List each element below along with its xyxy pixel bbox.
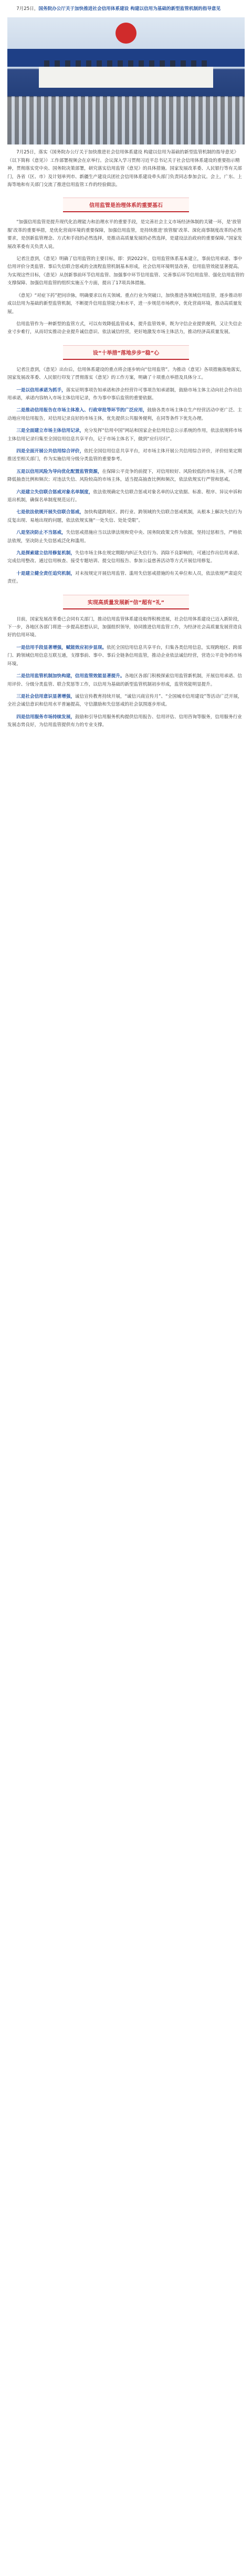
measure-9 [7, 550, 245, 566]
intro-paragraph: 7月25日，落实《国务院办公厅关于加快推进社会信用体系建设 构建以信用为基础的新型监管机制的指导意见》（以下简称《意见》）工作部署视频会在京举行。会议深入学习贯彻习近平总书记关于社会信用体系建设的重要指示精神，贯彻落实党中央、国务院决策部署，研究落实信用监管《意见》的具体措施。国家发展改革委、人民银行等有关部门，各省（区、市）及计划单列市、新疆生产建设兵团社会信用体系建设牵头部门负责同志参加会议。会上，广东、上海等地和有关部门交流了推进信用监管工作的经验做法。 [7, 150, 242, 188]
measure-2-text: 鼓励各类市场主体在生产经营活动中更广泛、主动地应用信用报告，对信用记录良好的市场主体，优先提供公共服务便利，在同等条件下优先办理。 [7, 408, 242, 421]
measure-6 [7, 489, 245, 505]
measure-7-text: 加快构建跨地区、跨行业、跨领域的失信联合惩戒机制，从根本上解决失信行为反复出现、易地出现的问题，依法依规实施“一处失信、处处受限”。 [7, 510, 242, 523]
measure-3-text: 充分发挥“信用中国”网站和国家企业信用信息公示系统的作用，依法依规将市场主体信用记录归集至全国信用信息共享平台，记于市场主体名下，做到“应归尽归”。 [7, 428, 243, 442]
emblem-shape [116, 23, 136, 44]
section-1-paragraph-4: 信用监管作为一种新型的监管方式，可以有效降低监管成本，提升监管效率，既为守信企业提供便利，又让失信企业寸步难行，从而切实推动企业提升诚信意识、依法诚信经营，更好地激发市场主体活力，推动经济高质量发展。 [7, 321, 242, 335]
section-1-title: 信用监管是治理体系的重要基石 [63, 198, 189, 212]
measure-6-title: 六是建立失信联合惩戒对象名单制度， [16, 489, 93, 495]
measure-4-title: 四是全面开展公共信用综合评价， [16, 448, 85, 454]
measure-8-title: 八是坚决防止不当惩戒， [16, 530, 66, 536]
result-1-text: 依托全国信用信息共享平台，归集各类信用信息，实现跨地区、跨部门、跨领域信用信息互联互通，支撑事前、事中、事后全链条信用监管，推动企业依法诚信经营，营造公平竞争的市场环境。 [7, 645, 242, 667]
section-1-paragraph-1: “加强信用监管是提升现代化治理能力和治理水平的重要手段，是完善社会主义市场经济体制的关键一环，是‘放管服’改革的重要举措，是优化营商环境的重要保障，加强信用监管，是持续推进‘放管服’改革、深化商事制度改革的必然要求，是创新监管理念、方式和手段的必然选择，是推动高质量发展的必然选择，是建设法治政府的重要保障。”国家发展改革委有关负责人说。 [7, 220, 243, 250]
audience-shape [7, 96, 245, 144]
result-4 [7, 713, 245, 730]
measure-5-title: 五是以信用风险为导向优化配置监管资源， [16, 469, 102, 474]
section-2-title: 设“十举措”落地步步“稳”心 [63, 345, 189, 360]
measure-9-text: 失信市场主体在规定期限内纠正失信行为、消除不良影响的，可通过作出信用承诺、完成信用整改、通过信用核查、接受专题培训、提交信用报告、参加公益慈善活动等方式开展信用修复。 [7, 551, 242, 564]
measure-8 [7, 529, 245, 545]
measure-8-text: 失信惩戒措施应当以法律法规和党中央、国务院政策文件为依据，坚持过惩相当，严格依法依规，坚决防止失信惩戒泛化和滥用。 [7, 530, 242, 544]
measure-5-text: 在保障公平竞争的前提下，对信用较好、风险较低的市场主体，可合理降低抽查比例和频次；对违法失信、风险较高的市场主体，适当提高抽查比例和频次，依法依规实行严管和惩戒。 [7, 469, 242, 483]
measure-10-text: 对未按规定开展信用监管、滥用失信惩戒措施的有关单位和人员，依法依规严肃追究责任。 [7, 571, 242, 585]
measure-3 [7, 427, 245, 443]
result-3-text: 诚信宣传教育持续开展，“诚信兴商宣传月”、“全国城市信用建设”等活动广泛开展，全社会诚信意识和信用水平普遍提高，守信激励和失信惩戒的社会氛围逐步形成。 [7, 694, 243, 708]
measure-10 [7, 570, 245, 586]
article-lead [7, 5, 245, 13]
lead-headline: 国务院办公厅关于加快推进社会信用体系建设 构建以信用为基础的新型监管机制的指导意见 [38, 6, 221, 12]
measure-3-title: 三是全面建立市场主体信用记录， [16, 428, 85, 434]
result-1-title: 一是信用手段显著增强，赋能效应初步显现。 [16, 645, 107, 650]
dais-shape [39, 67, 213, 88]
measure-1-text: 落实证明事项告知承诺和涉企经营许可事项告知承诺制，鼓励市场主体主动向社会作出信用承诺，承诺内容纳入市场主体信用记录，作为事中事后监管的重要依据。 [7, 387, 242, 401]
section-3-paragraph-1: 目前，国家发展改革委已会同有关部门，推动信用监管体系建设取得积极进展，社会信用体系建设已迈入新阶段，下一步，各地区各部门将进一步提高思想认识，加强组织领导，协同推进信用监管工作，为经济社会高质量发展营造良好的信用环境。 [7, 616, 242, 638]
result-2 [7, 673, 245, 689]
measure-6-text: 依法依规确定失信联合惩戒对象名单的认定依据、标准、程序、异议申诉和退出机制，确保名单制度规范运行。 [7, 489, 242, 503]
result-1 [7, 644, 245, 668]
result-2-text: 各地区各部门积极探索信用监管新机制，开展信用承诺、信用评价、分级分类监管、联合奖惩等工作，以信用为基础的新型监管机制初步形成，监管效能明显提升。 [7, 674, 242, 687]
measure-5 [7, 468, 245, 484]
measure-2 [7, 407, 245, 423]
article-page [0, 0, 252, 730]
measure-4-text: 依托全国信用信息共享平台，对市场主体开展公共信用综合评价，评价结果定期推送至相关部门，作为实施信用分级分类监管的重要参考。 [7, 448, 242, 462]
measure-9-title: 九是探索建立信用修复机制， [16, 551, 75, 556]
section-2-paragraph-1: 记者注意到，《意见》出台后，信用体系建设的重点将会逐步转向“信用监管”。为推动《意见》各项措施落地落实，国家发展改革委、人民银行印发了贯彻落实《意见》的工作方案，明确了十项重点举措及具体分工。 [7, 367, 245, 381]
result-2-title: 二是信用监管机制加快构建，信用监管效能显著提升。 [16, 674, 125, 679]
result-4-title: 四是信用服务市场持续发展， [16, 714, 75, 720]
measure-7 [7, 509, 245, 525]
measure-1 [7, 387, 245, 403]
section-1-paragraph-3: 《意见》“对症下药”把问诊脉，明确要求以有关领域、重点行业为突破口，加快推进各领域信用监管，逐步推动形成以信用为基础的新型监管机制，不断提升信用监管能力和水平，进一步规范市场秩序，优化营商环境，推动高质量发展。 [7, 293, 243, 315]
result-3 [7, 693, 245, 709]
conference-photo [7, 17, 245, 144]
section-3-title: 实现高质量发展新“信”超有“礼” [63, 595, 189, 609]
measure-1-title: 一是以信用承诺为抓手， [16, 387, 66, 393]
result-4-text: 鼓励和引导信用服务机构提供信用报告、信用评估、信用咨询等服务，信用服务行业发展态势良好，为信用监管提供有力的专业支撑。 [7, 714, 242, 728]
result-3-title: 三是社会信用意识显著增强， [16, 694, 75, 699]
measure-2-title: 二是推动信用报告在市场主体准入、行政审批等环节的广泛应用， [16, 408, 148, 413]
measure-7-title: 七是依法依规开展失信联合惩戒， [16, 510, 85, 515]
measure-4 [7, 448, 245, 464]
measure-10-title: 十是建立健全责任追究机制， [16, 571, 75, 576]
section-1-paragraph-2: 记者注意到，《意见》明确了信用监管的主要目标，即：到2022年，信用监管体系基本建立，事前信用承诺、事中信用评价分类监管、事后失信联合惩戒的全流程监管机制基本形成，社会信用环境明显改善，信用监管效能显著提高。为实现这些目标，《意见》从创新事前环节信用监管、加强事中环节信用监管、完善事后环节信用监管、强化信用监管的支撑保障、加强信用监管的组织实施五个方面，提出了17项具体措施。 [7, 256, 245, 286]
lead-date: 7月25日， [16, 6, 39, 12]
